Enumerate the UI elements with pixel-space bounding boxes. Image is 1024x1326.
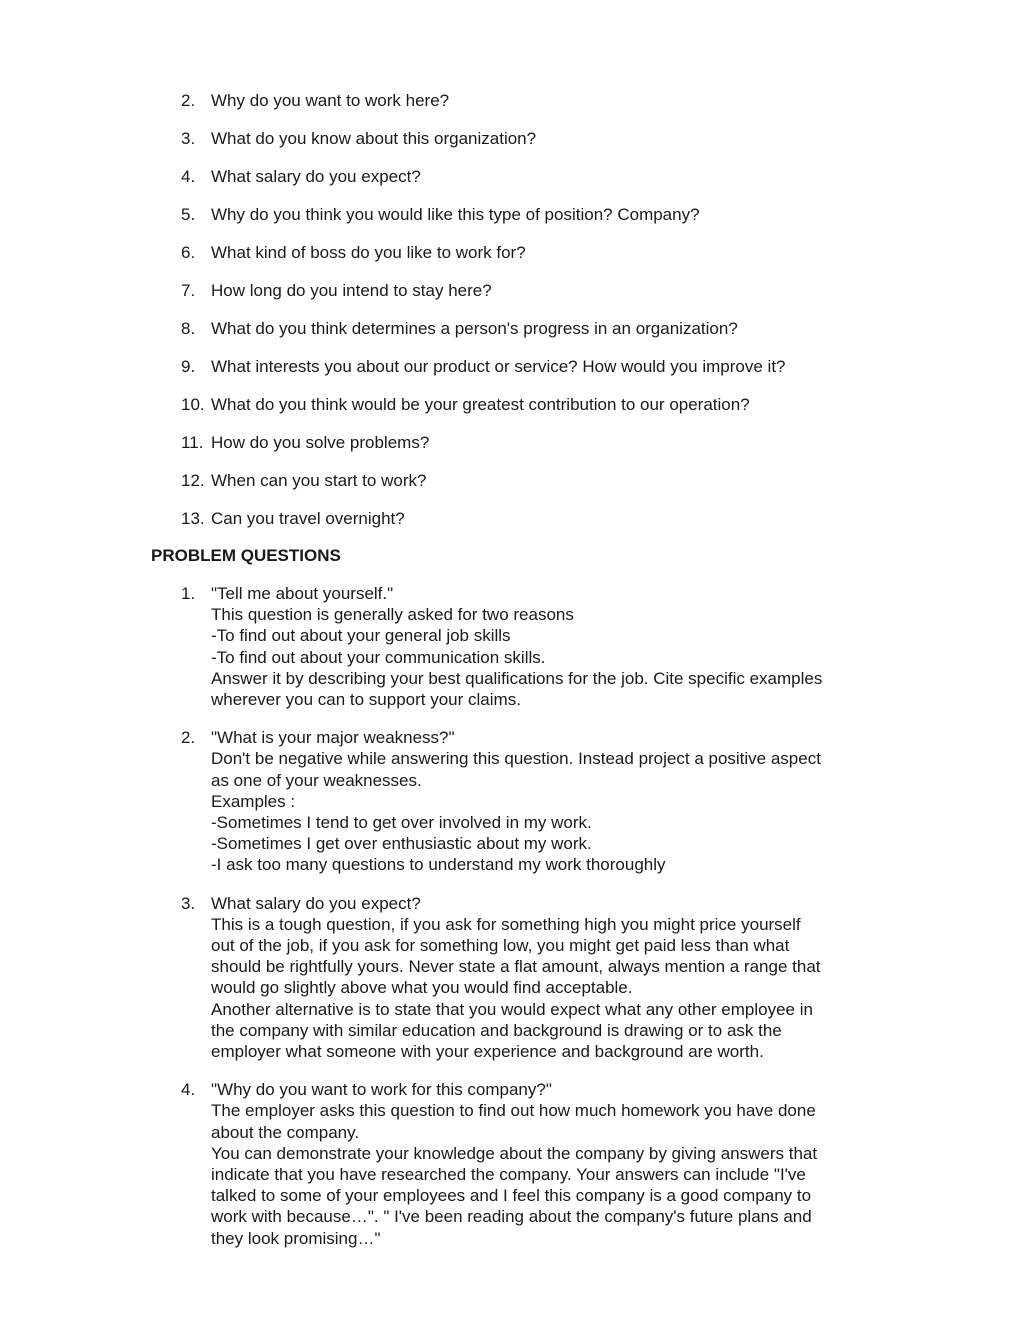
item-number: 11.	[181, 433, 204, 452]
list-item	[181, 470, 901, 508]
list-item	[181, 508, 901, 546]
question-text: What salary do you expect?	[211, 167, 421, 186]
item-number: 2.	[181, 91, 196, 110]
list-item	[181, 204, 901, 242]
text-line: -Sometimes I tend to get over involved in my work.	[211, 813, 592, 833]
problem-question-list	[181, 583, 881, 1266]
text-line: "Tell me about yourself."	[211, 584, 394, 603]
item-number: 4.	[181, 167, 196, 186]
list-item	[181, 318, 901, 356]
text-line: the company with similar education and background is drawing or to ask the	[211, 1020, 782, 1040]
text-line: "Why do you want to work for this company?"	[211, 1080, 552, 1100]
text-line: -Sometimes I get over enthusiastic about my work.	[211, 834, 592, 854]
list-item	[181, 166, 901, 204]
text-line: This question is generally asked for two reasons	[211, 605, 574, 625]
question-text: When can you start to work?	[211, 471, 427, 490]
text-line: out of the job, if you ask for something low, you might get paid less than what	[211, 936, 790, 956]
text-line: "What is your major weakness?"	[211, 728, 455, 748]
text-line: employer what someone with your experience and background are worth.	[211, 1042, 764, 1062]
item-number: 9.	[181, 357, 196, 376]
problem-answer-text	[211, 727, 881, 875]
problem-answer-text	[211, 583, 881, 710]
text-line: What salary do you expect?	[211, 893, 421, 913]
text-line: should be rightfully yours. Never state a flat amount, always mention a range that	[211, 957, 821, 977]
problem-answer-text	[211, 893, 881, 1063]
item-number: 13.	[181, 509, 205, 528]
text-line: work with because…". " I've been reading about the company's future plans and	[211, 1207, 812, 1227]
list-item	[181, 432, 901, 470]
item-number: 3.	[181, 129, 196, 148]
text-line: -I ask too many questions to understand my work thoroughly	[211, 855, 666, 875]
question-text: What do you know about this organization?	[211, 129, 537, 148]
list-item	[181, 90, 901, 128]
section-heading: PROBLEM QUESTIONS	[151, 546, 341, 565]
list-item	[181, 727, 881, 875]
question-text: Can you travel overnight?	[211, 509, 405, 528]
text-line: Another alternative is to state that you would expect what any other employee in	[211, 999, 813, 1019]
item-number: 6.	[181, 243, 196, 262]
text-line: about the company.	[211, 1122, 360, 1142]
text-line: -To find out about your communication skills.	[211, 647, 546, 667]
item-number: 2.	[181, 728, 196, 748]
question-text: How do you solve problems?	[211, 433, 430, 452]
list-item	[181, 583, 881, 710]
question-text: How long do you intend to stay here?	[211, 281, 492, 300]
item-number: 10.	[181, 395, 205, 414]
text-line: they look promising…"	[211, 1228, 381, 1248]
question-text: What do you think determines a person's progress in an organization?	[211, 319, 738, 338]
item-number: 4.	[181, 1080, 196, 1100]
item-number: 12.	[181, 471, 205, 490]
item-number: 3.	[181, 893, 196, 913]
text-line: Answer it by describing your best qualifications for the job. Cite specific examples	[211, 668, 823, 688]
question-text: What kind of boss do you like to work for?	[211, 243, 526, 262]
text-line: The employer asks this question to find out how much homework you have done	[211, 1101, 816, 1121]
question-text: What do you think would be your greatest contribution to our operation?	[211, 395, 750, 414]
text-line: as one of your weaknesses.	[211, 770, 422, 790]
question-list	[181, 90, 901, 546]
list-item	[181, 1079, 881, 1249]
question-text: Why do you think you would like this type of position? Company?	[211, 205, 700, 224]
text-line: would go slightly above what you would find acceptable.	[211, 978, 633, 998]
text-line: This is a tough question, if you ask for something high you might price yourself	[211, 914, 801, 934]
list-item	[181, 242, 901, 280]
text-line: wherever you can to support your claims.	[211, 690, 521, 710]
text-line: talked to some of your employees and I feel this company is a good company to	[211, 1186, 812, 1206]
list-item	[181, 356, 901, 394]
list-item	[181, 280, 901, 318]
text-line: Examples :	[211, 791, 296, 811]
text-line: You can demonstrate your knowledge about the company by giving answers that	[211, 1143, 818, 1163]
text-line: -To find out about your general job skills	[211, 626, 511, 646]
problem-answer-text	[211, 1079, 881, 1249]
text-line: Don't be negative while answering this question. Instead project a positive aspect	[211, 749, 821, 769]
list-item	[181, 893, 881, 1063]
item-number: 8.	[181, 319, 196, 338]
list-item	[181, 394, 901, 432]
text-line: indicate that you have researched the company. Your answers can include "I've	[211, 1165, 806, 1185]
item-number: 7.	[181, 281, 196, 300]
list-item	[181, 128, 901, 166]
question-text: What interests you about our product or service? How would you improve it?	[211, 357, 786, 376]
item-number: 1.	[181, 584, 196, 603]
item-number: 5.	[181, 205, 196, 224]
question-text: Why do you want to work here?	[211, 91, 450, 110]
